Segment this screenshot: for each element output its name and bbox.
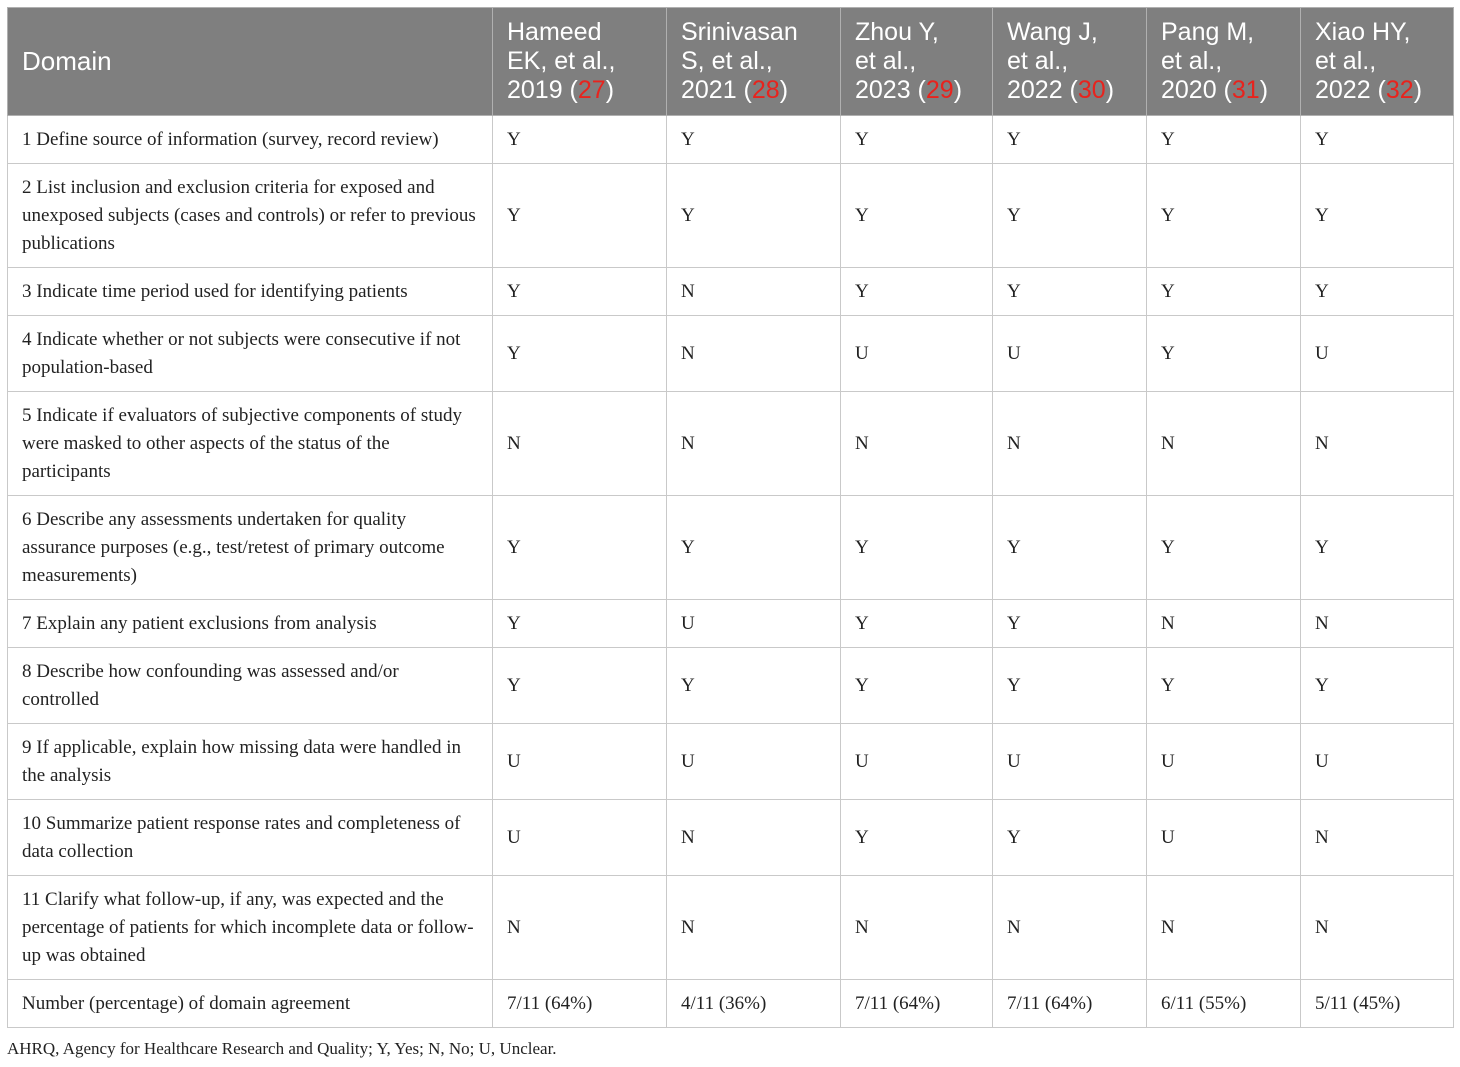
domain-cell: 6 Describe any assessments undertaken for quality assurance purposes (e.g., test/retest of primary outcome measurements) bbox=[8, 496, 493, 600]
rating-cell: Y bbox=[1301, 164, 1454, 268]
rating-cell: U bbox=[667, 724, 841, 800]
rating-cell: Y bbox=[841, 164, 993, 268]
table-row bbox=[8, 268, 1454, 316]
summary-label: Number (percentage) of domain agreement bbox=[8, 980, 493, 1028]
table-row bbox=[8, 800, 1454, 876]
rating-cell: U bbox=[493, 724, 667, 800]
table-row bbox=[8, 116, 1454, 164]
rating-cell: N bbox=[1301, 800, 1454, 876]
rating-cell: N bbox=[993, 876, 1147, 980]
rating-cell: Y bbox=[493, 600, 667, 648]
rating-cell: U bbox=[993, 724, 1147, 800]
rating-cell: U bbox=[993, 316, 1147, 392]
rating-cell: Y bbox=[841, 116, 993, 164]
domain-cell: 3 Indicate time period used for identifying patients bbox=[8, 268, 493, 316]
rating-cell: Y bbox=[667, 648, 841, 724]
rating-cell: Y bbox=[993, 600, 1147, 648]
domain-cell: 1 Define source of information (survey, record review) bbox=[8, 116, 493, 164]
rating-cell: Y bbox=[493, 164, 667, 268]
rating-cell: N bbox=[667, 268, 841, 316]
domain-cell: 8 Describe how confounding was assessed and/or controlled bbox=[8, 648, 493, 724]
domain-cell: 5 Indicate if evaluators of subjective components of study were masked to other aspects of the status of the participants bbox=[8, 392, 493, 496]
table-row bbox=[8, 600, 1454, 648]
rating-cell: N bbox=[667, 800, 841, 876]
rating-cell: Y bbox=[841, 648, 993, 724]
summary-cell: 6/11 (55%) bbox=[1147, 980, 1301, 1028]
rating-cell: Y bbox=[667, 116, 841, 164]
table-row bbox=[8, 648, 1454, 724]
study-header-srinivasan: Srinivasan S, et al., 2021 (28) bbox=[667, 8, 841, 116]
rating-cell: Y bbox=[493, 116, 667, 164]
study-header-wang: Wang J, et al., 2022 (30) bbox=[993, 8, 1147, 116]
rating-cell: Y bbox=[667, 496, 841, 600]
rating-cell: N bbox=[1147, 600, 1301, 648]
rating-cell: Y bbox=[667, 164, 841, 268]
rating-cell: Y bbox=[1147, 316, 1301, 392]
rating-cell: Y bbox=[493, 496, 667, 600]
rating-cell: U bbox=[493, 800, 667, 876]
rating-cell: N bbox=[1301, 600, 1454, 648]
rating-cell: Y bbox=[1301, 648, 1454, 724]
rating-cell: Y bbox=[1147, 164, 1301, 268]
rating-cell: Y bbox=[841, 496, 993, 600]
rating-cell: Y bbox=[993, 496, 1147, 600]
summary-cell: 5/11 (45%) bbox=[1301, 980, 1454, 1028]
rating-cell: Y bbox=[493, 648, 667, 724]
rating-cell: N bbox=[1301, 876, 1454, 980]
table-row bbox=[8, 316, 1454, 392]
rating-cell: U bbox=[1147, 724, 1301, 800]
quality-assessment-table bbox=[7, 7, 1454, 1028]
summary-cell: 4/11 (36%) bbox=[667, 980, 841, 1028]
reference-link[interactable]: 27 bbox=[577, 76, 606, 104]
rating-cell: N bbox=[493, 392, 667, 496]
rating-cell: U bbox=[1147, 800, 1301, 876]
domain-cell: 4 Indicate whether or not subjects were consecutive if not population-based bbox=[8, 316, 493, 392]
study-header-xiao: Xiao HY, et al., 2022 (32) bbox=[1301, 8, 1454, 116]
rating-cell: U bbox=[667, 600, 841, 648]
table-footnote: AHRQ, Agency for Healthcare Research and Quality; Y, Yes; N, No; U, Unclear. bbox=[7, 1039, 557, 1058]
rating-cell: Y bbox=[1147, 268, 1301, 316]
summary-cell: 7/11 (64%) bbox=[493, 980, 667, 1028]
rating-cell: Y bbox=[993, 800, 1147, 876]
rating-cell: Y bbox=[841, 600, 993, 648]
study-header-zhou: Zhou Y, et al., 2023 (29) bbox=[841, 8, 993, 116]
summary-cell: 7/11 (64%) bbox=[841, 980, 993, 1028]
rating-cell: U bbox=[1301, 316, 1454, 392]
rating-cell: U bbox=[1301, 724, 1454, 800]
domain-header: Domain bbox=[8, 8, 493, 116]
study-header-hameed: Hameed EK, et al., 2019 (27) bbox=[493, 8, 667, 116]
rating-cell: N bbox=[993, 392, 1147, 496]
domain-cell: 7 Explain any patient exclusions from analysis bbox=[8, 600, 493, 648]
rating-cell: Y bbox=[993, 164, 1147, 268]
summary-row bbox=[8, 980, 1454, 1028]
rating-cell: Y bbox=[993, 648, 1147, 724]
quality-assessment-table-container bbox=[7, 7, 1453, 1028]
table-row bbox=[8, 392, 1454, 496]
rating-cell: N bbox=[1301, 392, 1454, 496]
reference-link[interactable]: 28 bbox=[751, 76, 780, 104]
header-row bbox=[8, 8, 1454, 116]
rating-cell: Y bbox=[1301, 116, 1454, 164]
rating-cell: N bbox=[667, 392, 841, 496]
domain-cell: 10 Summarize patient response rates and completeness of data collection bbox=[8, 800, 493, 876]
summary-cell: 7/11 (64%) bbox=[993, 980, 1147, 1028]
rating-cell: Y bbox=[1301, 496, 1454, 600]
rating-cell: Y bbox=[993, 116, 1147, 164]
rating-cell: Y bbox=[841, 268, 993, 316]
reference-link[interactable]: 32 bbox=[1385, 76, 1414, 104]
table-row bbox=[8, 876, 1454, 980]
reference-link[interactable]: 29 bbox=[925, 76, 954, 104]
rating-cell: N bbox=[667, 316, 841, 392]
rating-cell: Y bbox=[1147, 648, 1301, 724]
rating-cell: Y bbox=[493, 268, 667, 316]
rating-cell: Y bbox=[1147, 496, 1301, 600]
rating-cell: N bbox=[493, 876, 667, 980]
rating-cell: Y bbox=[841, 800, 993, 876]
rating-cell: Y bbox=[493, 316, 667, 392]
table-row bbox=[8, 164, 1454, 268]
domain-cell: 11 Clarify what follow-up, if any, was expected and the percentage of patients for which incomplete data or follow-up was obtained bbox=[8, 876, 493, 980]
rating-cell: N bbox=[1147, 876, 1301, 980]
rating-cell: N bbox=[841, 392, 993, 496]
table-row bbox=[8, 724, 1454, 800]
rating-cell: U bbox=[841, 724, 993, 800]
rating-cell: Y bbox=[1301, 268, 1454, 316]
rating-cell: U bbox=[841, 316, 993, 392]
reference-link[interactable]: 30 bbox=[1077, 76, 1106, 104]
rating-cell: N bbox=[667, 876, 841, 980]
rating-cell: Y bbox=[1147, 116, 1301, 164]
rating-cell: N bbox=[841, 876, 993, 980]
domain-cell: 2 List inclusion and exclusion criteria for exposed and unexposed subjects (cases and controls) or refer to previous publications bbox=[8, 164, 493, 268]
table-row bbox=[8, 496, 1454, 600]
study-header-pang: Pang M, et al., 2020 (31) bbox=[1147, 8, 1301, 116]
reference-link[interactable]: 31 bbox=[1231, 76, 1260, 104]
rating-cell: Y bbox=[993, 268, 1147, 316]
rating-cell: N bbox=[1147, 392, 1301, 496]
domain-cell: 9 If applicable, explain how missing data were handled in the analysis bbox=[8, 724, 493, 800]
